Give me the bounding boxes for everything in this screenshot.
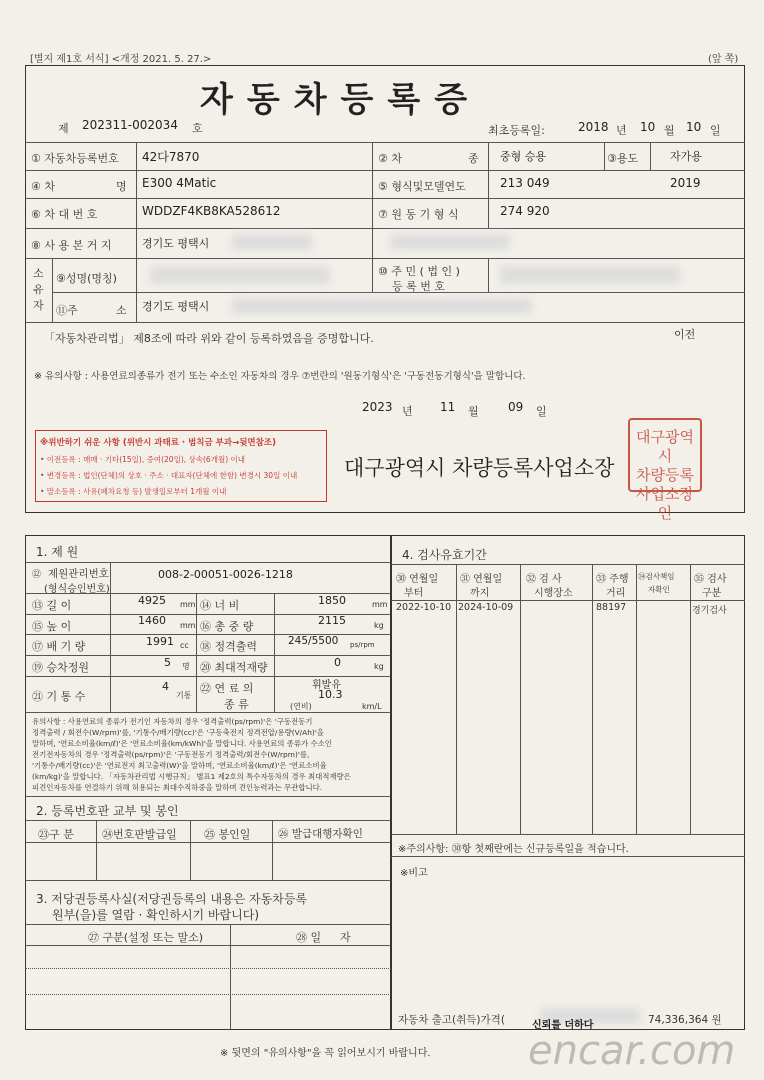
spec-note-line: 유의사항 : 사용연료의 종류가 전기인 자동차의 경우 '정격출력(ps/rpm)'은 '구동전동기 — [32, 717, 313, 726]
page-side: (앞 쪽) — [708, 54, 739, 65]
address-label2: 소 — [116, 304, 127, 317]
model-label2: 명 — [116, 180, 127, 193]
grid-line — [391, 564, 745, 565]
unit-label: ps/rpm — [350, 641, 375, 649]
insp-col-place: ㉜ 검 사 — [526, 574, 562, 585]
plate-section-title: 2. 등록번호판 교부 및 봉인 — [36, 804, 179, 818]
form-number: 213 049 — [500, 176, 550, 190]
use-label: ③용도 — [607, 152, 639, 165]
insp-col-to2: 까지 — [470, 588, 490, 599]
inspection-notice: ※주의사항: ㉚항 첫째란에는 신규등록일을 적습니다. — [398, 844, 629, 855]
displacement-value: 1991 — [146, 635, 174, 648]
plate-col-category: ㉓구 분 — [38, 828, 74, 841]
issue-month-label: 월 — [468, 405, 479, 418]
unit-label: 명 — [182, 662, 190, 671]
year-label: 년 — [616, 124, 627, 137]
vehicle-type-label2: 종 — [468, 152, 479, 165]
base-address: 경기도 평택시 — [142, 237, 210, 250]
seal-line: 차량등록 — [636, 466, 694, 484]
spec-index: ⑫ — [32, 570, 42, 580]
lien-col-category: ㉗ 구분(설정 또는 말소) — [88, 931, 204, 944]
grid-line — [25, 170, 745, 171]
height-label: ⑮ 높 이 — [32, 620, 72, 633]
first-reg-day: 10 — [686, 120, 702, 134]
grid-line — [25, 994, 391, 995]
plate-col-issue-date: ㉔번호판발급일 — [102, 828, 177, 841]
grid-line — [372, 142, 373, 292]
grid-line — [690, 564, 691, 834]
owner-address: 경기도 평택시 — [142, 300, 210, 313]
vehicle-type-label: ② 차 — [378, 152, 402, 165]
vin-label: ⑥ 차 대 번 호 — [31, 208, 98, 221]
base-label: ⑧ 사 용 본 거 지 — [31, 239, 112, 252]
model-name: E300 4Matic — [142, 176, 217, 190]
grid-line — [25, 228, 745, 229]
address-label: ⑪주 — [56, 304, 78, 317]
issue-year: 2023 — [362, 400, 393, 414]
unit-label: mm — [180, 600, 196, 609]
vin: WDDZF4KB8KA528612 — [142, 204, 281, 218]
plate-col-agent: ㉖ 발급대행자확인 — [278, 828, 363, 840]
max-load-label: ⑳ 최대적재량 — [200, 661, 268, 674]
insp-row-type: 경기검사 — [692, 606, 727, 616]
grid-line — [136, 258, 137, 322]
grid-line — [25, 968, 391, 969]
reg-no-label: 제 — [58, 122, 69, 135]
cylinders-label: ㉑ 기 통 수 — [32, 690, 86, 703]
grid-line — [456, 564, 457, 834]
back-page-note: ※ 뒷면의 "유의사항"을 꼭 읽어보시기 바랍니다. — [220, 1048, 431, 1059]
grid-line — [196, 593, 197, 712]
grid-line — [520, 564, 521, 834]
unit-label: cc — [180, 641, 189, 650]
trust-label: 신뢰를 더하다 — [532, 1020, 594, 1031]
penalty-note-line: • 변경등록 : 법인(단체)의 상호 · 주소 · 대표자(단체에 한함) 변경시 30일 이내 — [40, 471, 298, 480]
power-label: ⑱ 정격출력 — [200, 640, 258, 653]
width-label: ⑭ 너 비 — [200, 599, 240, 612]
lien-col-date: ㉘ 일 — [296, 931, 322, 944]
length-label: ⑬ 길 이 — [32, 599, 72, 612]
spec-note-line: 정격출력 / 회전수(W/rpm)'를, '기통수/배기량(cc)'은 '구동축전지 정격전압/용량(V/Ah)'을 — [32, 728, 324, 737]
grid-line — [25, 842, 391, 843]
insp-col-from: ㉚ 연월일 — [396, 574, 439, 585]
insp-row-from: 2022-10-10 — [396, 602, 452, 613]
registration-number: 202311-002034 — [82, 118, 178, 132]
form-year-label: ⑤ 형식및모델연도 — [378, 180, 466, 193]
model-year: 2019 — [670, 176, 701, 190]
penalty-note-title: ※위반하기 쉬운 사항 (위반시 과태료 · 범칙금 부과→뒷면참조) — [40, 438, 276, 448]
redacted-area — [390, 234, 510, 250]
insp-col-inspector2: 자확인 — [648, 585, 670, 594]
lien-col-date2: 자 — [340, 931, 351, 944]
power-value: 245/5500 — [288, 635, 339, 647]
owner-name-label: ⑨성명(명칭) — [56, 272, 117, 285]
specs-title: 1. 제 원 — [36, 545, 79, 559]
issue-month: 11 — [440, 400, 456, 414]
penalty-note-line: • 이전등록 : 매매 · 기타(15일), 증여(20일), 상속(6개월) 이내 — [40, 455, 245, 464]
max-load-value: 0 — [334, 656, 341, 669]
unit-label: mm — [180, 621, 196, 630]
insp-col-type2: 구분 — [702, 588, 722, 599]
efficiency-label: (연비) — [290, 702, 312, 711]
first-reg-month: 10 — [640, 120, 656, 134]
grid-line — [488, 258, 489, 292]
insp-col-km2: 거리 — [606, 588, 626, 599]
certification-statement: 「자동차관리법」 제8조에 따라 위와 같이 등록하였음을 증명합니다. — [44, 332, 374, 345]
fuel-efficiency: 10.3 — [318, 688, 343, 701]
issue-day: 09 — [508, 400, 524, 414]
spec-note-line: '기통수/배기량(cc)'은 '연료전지 최고출력(W)'을 말하며, '연료소비율(km/ℓ)'은 '연료소비율 — [32, 761, 327, 770]
grid-line — [604, 142, 605, 170]
grid-line — [230, 924, 231, 1030]
owner-label: 소유자 — [33, 267, 44, 312]
cylinders-value: 4 — [162, 680, 169, 693]
seal-line: 사업소장인 — [636, 485, 694, 522]
seats-value: 5 — [164, 656, 171, 669]
grid-line — [190, 820, 191, 880]
engine-type: 274 920 — [500, 204, 550, 218]
issue-year-label: 년 — [402, 405, 413, 418]
grid-line — [636, 564, 637, 834]
spec-note-line: 피견인자동차를 연결하기 위해 허용되는 최대수직하중을 말하며 견인능력과는 무관합니다. — [32, 783, 323, 792]
day-label: 일 — [710, 124, 721, 137]
insp-col-from2: 부터 — [404, 588, 424, 599]
spec-note-line: (km/kg)'을 말합니다. 「자동차관리법 시행규칙」 별표1 제2호의 특수자동차의 경우 최대적재량은 — [32, 772, 351, 781]
displacement-label: ⑰ 배 기 량 — [32, 640, 86, 653]
id-label2: 등 록 번 호 — [392, 280, 445, 293]
grid-line — [25, 820, 391, 821]
grid-line — [25, 945, 391, 946]
caution-note: ※ 유의사항 : 사용연료의종류가 전기 또는 수소인 자동차의 경우 ⑦번란의 '원동기형식'은 '구동전동기형식'을 말합니다. — [34, 371, 526, 382]
grid-line — [25, 712, 391, 713]
spec-note-line: 전기전자동차의 경우 '정격출력(ps/rpm)'은 '구동전동기 정격출력/회전수(W/rpm)'를, — [32, 750, 310, 759]
grid-line — [25, 562, 391, 563]
price-label: 자동차 출고(취득)가격( — [398, 1014, 505, 1026]
grid-line — [136, 142, 137, 258]
grid-line — [25, 142, 745, 143]
grid-line — [96, 820, 97, 880]
width-value: 1850 — [318, 594, 346, 607]
grid-line — [25, 258, 745, 259]
unit-label: 기통 — [176, 691, 192, 700]
fuel-label: ㉒ 연 료 의 — [200, 682, 254, 695]
redacted-area — [150, 266, 330, 284]
spec-note — [32, 716, 351, 793]
mgmt-number: 008-2-00051-0026-1218 — [158, 568, 293, 581]
grid-line — [272, 820, 273, 880]
grid-line — [25, 198, 745, 199]
transfer-label: 이전 — [674, 328, 696, 341]
issuer-name: 대구광역시 차량등록사업소장 — [344, 456, 615, 480]
grid-line — [274, 593, 275, 712]
unit-label: kg — [374, 621, 384, 630]
unit-label: km/L — [362, 702, 382, 711]
model-label: ④ 차 — [31, 180, 55, 193]
grid-line — [25, 880, 391, 881]
engine-label: ⑦ 원 동 기 형 식 — [378, 208, 459, 221]
lien-section-title2: 원부(을)를 열람 · 확인하시기 바랍니다) — [52, 908, 259, 922]
inspection-title: 4. 검사유효기간 — [402, 548, 487, 562]
insp-col-to: ㉛ 연월일 — [460, 574, 503, 585]
redacted-area — [232, 234, 312, 250]
vehicle-type: 중형 승용 — [500, 150, 547, 163]
length-value: 4925 — [138, 594, 166, 607]
unit-label: mm — [372, 600, 388, 609]
redacted-area — [500, 266, 680, 284]
grid-line — [488, 142, 489, 228]
insp-row-km: 88197 — [596, 602, 627, 613]
watermark-logo: encar.com — [528, 1028, 736, 1074]
grid-line — [592, 564, 593, 834]
fuel-label2: 종 류 — [224, 698, 249, 711]
document-title: 자동차등록증 — [200, 80, 482, 120]
reg-no-suffix: 호 — [192, 122, 203, 135]
unit-label: kg — [374, 662, 384, 671]
grid-line — [25, 796, 391, 797]
insp-row-to: 2024-10-09 — [458, 602, 514, 613]
mgmt-no-label: 제원관리번호 — [48, 568, 109, 580]
plate-label: ① 자동차등록번호 — [31, 152, 119, 165]
weight-value: 2115 — [318, 614, 346, 627]
penalty-note-line: • 말소등록 : 사유(폐차요청 등) 발생일로부터 1개월 이내 — [40, 487, 227, 496]
grid-line — [25, 924, 391, 925]
month-label: 월 — [664, 124, 675, 137]
grid-line — [650, 142, 651, 170]
spec-note-line: 말하며, '연료소비율(km/ℓ)'은 '연료소비율(km/kWh)'을 말합니다. 사용연료의 종류가 수소인 — [32, 739, 332, 748]
grid-line — [52, 258, 53, 322]
first-reg-label: 최초등록일: — [488, 124, 545, 137]
grid-line — [25, 322, 745, 323]
insp-col-km: ㉝ 주행 — [596, 574, 629, 585]
insp-col-type: ㉟ 검사 — [694, 574, 727, 585]
first-reg-year: 2018 — [578, 120, 609, 134]
seats-label: ⑲ 승차정원 — [32, 661, 90, 674]
fuel-type: 휘발유 — [312, 680, 341, 691]
seal-line: 대구광역시 — [636, 428, 694, 465]
issue-day-label: 일 — [536, 405, 547, 418]
insp-col-inspector: ㉞검사책임 — [638, 572, 675, 581]
lien-section-title: 3. 저당권등록사실(저당권등록의 내용은 자동차등록 — [36, 892, 308, 906]
vehicle-use: 자가용 — [670, 150, 702, 163]
official-seal — [628, 418, 702, 522]
id-label: ⑩ 주 민 ( 법 인 ) — [378, 265, 460, 278]
plate-col-seal-date: ㉕ 봉인일 — [204, 828, 251, 841]
grid-line — [391, 856, 745, 857]
acquisition-price: 74,336,364 원 — [648, 1014, 722, 1026]
remarks-label: ※비고 — [400, 868, 428, 879]
grid-line — [391, 600, 745, 601]
redacted-area — [232, 298, 532, 314]
insp-col-place2: 시행장소 — [534, 588, 573, 599]
plate-number: 42다7870 — [142, 150, 200, 164]
mgmt-no-label2: (형식승인번호) — [44, 584, 110, 595]
weight-label: ⑯ 총 중 량 — [200, 620, 254, 633]
grid-line — [391, 834, 745, 835]
form-reference: [별지 제1호 서식] <개정 2021. 5. 27.> — [30, 54, 212, 65]
height-value: 1460 — [138, 614, 166, 627]
grid-line — [110, 562, 111, 712]
